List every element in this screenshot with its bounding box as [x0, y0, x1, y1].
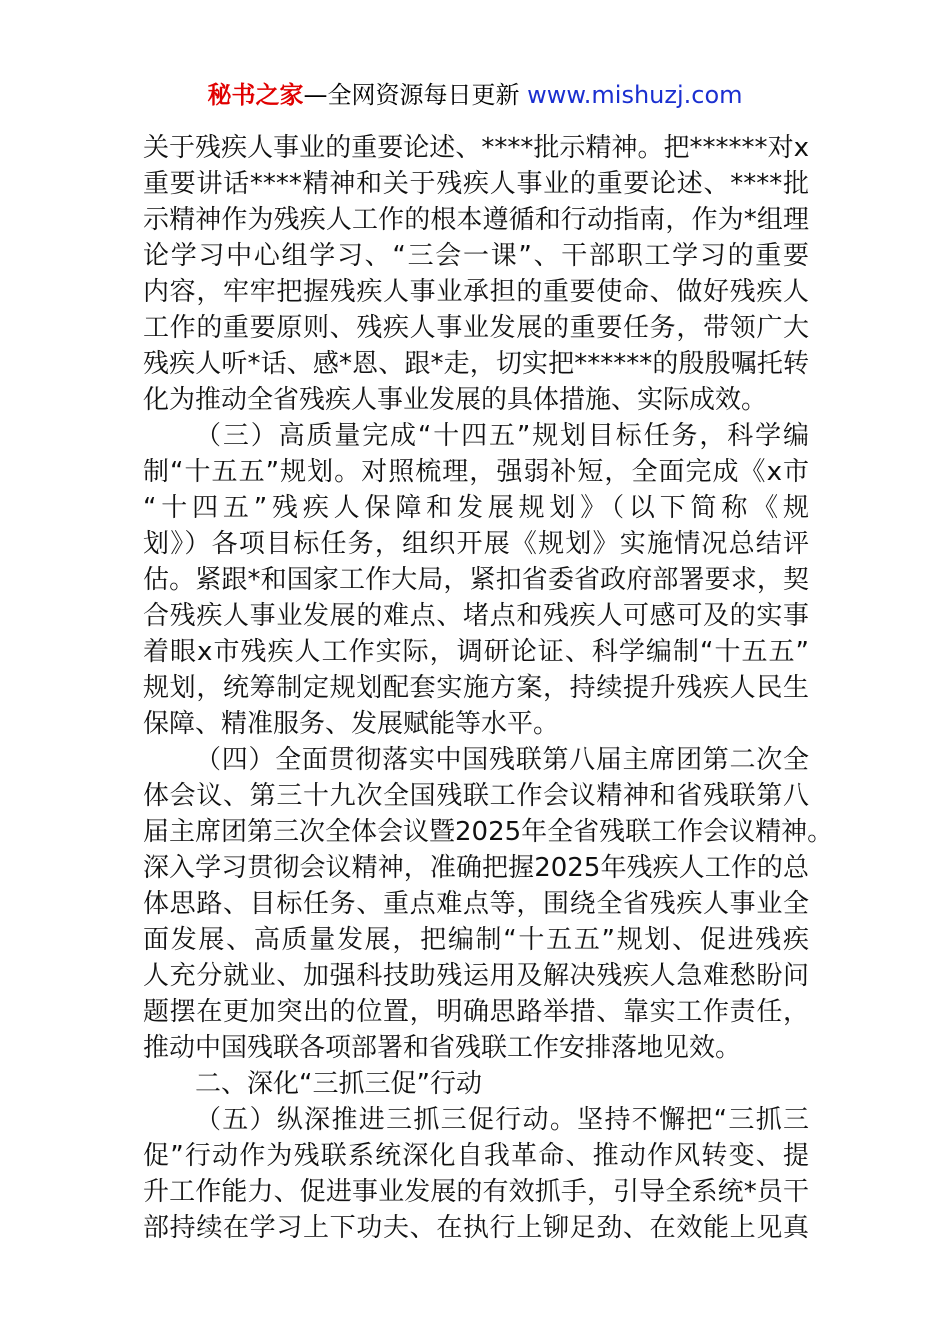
- text-line: 重要讲话****精神和关于残疾人事业的重要论述、****批: [143, 169, 809, 199]
- text-line: 届主席团第三次全体会议暨2025年全省残联工作会议精神。: [143, 817, 834, 847]
- text-line: 估。紧跟*和国家工作大局，紧扣省委省政府部署要求，契: [143, 565, 809, 595]
- text-line: “十四五”残疾人保障和发展规划》（以下简称《规: [143, 493, 809, 523]
- text-line: 升工作能力、促进事业发展的有效抓手，引导全系统*员干: [143, 1177, 809, 1207]
- text-line: 推动中国残联各项部署和省残联工作安排落地见效。: [143, 1033, 742, 1063]
- text-line: 残疾人听*话、感*恩、跟*走，切实把******的殷殷嘱托转: [143, 349, 809, 379]
- text-line: 制“十五五”规划。对照梳理，强弱补短，全面完成《x市: [143, 457, 809, 487]
- text-line: 合残疾人事业发展的难点、堵点和残疾人可感可及的实事: [143, 601, 809, 631]
- text-line: 体会议、第三十九次全国残联工作会议精神和省残联第八: [143, 781, 809, 811]
- text-line: 关于残疾人事业的重要论述、****批示精神。把******对x: [143, 133, 809, 163]
- text-line: 示精神作为残疾人工作的根本遵循和行动指南，作为*组理: [143, 205, 809, 235]
- text-line: 规划，统筹制定规划配套实施方案，持续提升残疾人民生: [143, 673, 809, 703]
- text-line: 划》）各项目标任务，组织开展《规划》实施情况总结评: [143, 529, 809, 559]
- section-heading: 二、深化“三抓三促”行动: [195, 1069, 482, 1099]
- text-line: 保障、精准服务、发展赋能等水平。: [143, 709, 560, 739]
- text-line: 体思路、目标任务、重点难点等，围绕全省残疾人事业全: [143, 889, 809, 919]
- text-line: 工作的重要原则、残疾人事业发展的重要任务，带领广大: [143, 313, 809, 343]
- site-tagline: —全网资源每日更新: [303, 81, 520, 109]
- text-line: 化为推动全省残疾人事业发展的具体措施、实际成效。: [143, 385, 768, 415]
- paragraph-heading-4: （四）全面贯彻落实中国残联第八届主席团第二次全: [195, 745, 809, 775]
- text-line: 论学习中心组学习、“三会一课”、干部职工学习的重要: [143, 241, 809, 271]
- text-line: 内容，牢牢把握残疾人事业承担的重要使命、做好残疾人: [143, 277, 809, 307]
- text-line: 着眼x市残疾人工作实际，调研论证、科学编制“十五五”: [143, 637, 809, 667]
- text-line: 部持续在学习上下功夫、在执行上铆足劲、在效能上见真: [143, 1213, 809, 1243]
- document-body: [143, 130, 834, 1246]
- text-line: 题摆在更加突出的位置，明确思路举措、靠实工作责任，: [143, 997, 809, 1027]
- paragraph-heading-5: （五）纵深推进三抓三促行动。坚持不懈把“三抓三: [195, 1105, 809, 1135]
- site-header: [0, 78, 950, 112]
- paragraph-heading-3: （三）高质量完成“十四五”规划目标任务，科学编: [195, 421, 809, 451]
- text-line: 促”行动作为残联系统深化自我革命、推动作风转变、提: [143, 1141, 809, 1171]
- site-url-link[interactable]: www.mishuzj.com: [527, 81, 743, 109]
- text-line: 面发展、高质量发展，把编制“十五五”规划、促进残疾: [143, 925, 809, 955]
- text-line: 深入学习贯彻会议精神，准确把握2025年残疾人工作的总: [143, 853, 809, 883]
- site-brand: 秘书之家: [207, 81, 304, 109]
- text-line: 人充分就业、加强科技助残运用及解决残疾人急难愁盼问: [143, 961, 809, 991]
